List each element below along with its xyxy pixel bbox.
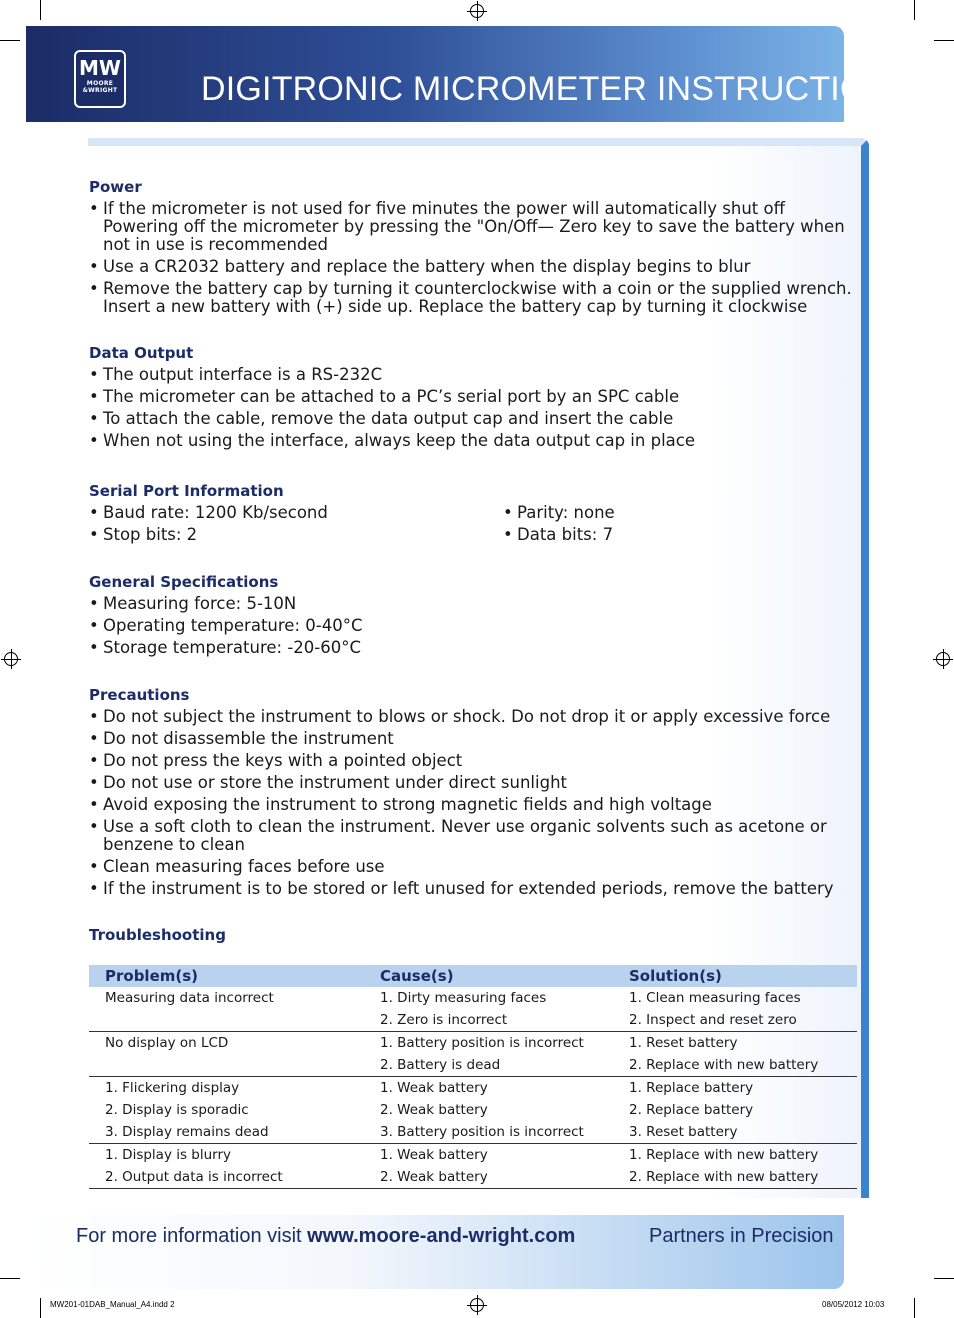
table-row [89,987,857,1009]
footer-tagline: Partners in Precision [649,1225,834,1247]
section-title-general-specs: General Specifications [89,573,279,591]
crop-mark [40,0,41,20]
serial-stop-bits: • Stop bits: 2 [89,525,197,544]
table-cell: 2. Inspect and reset zero [613,1009,857,1032]
troubleshooting-table [89,965,857,1189]
list-item: • Do not press the keys with a pointed object [89,752,859,770]
crop-mark [40,1298,41,1318]
section-title-data-output: Data Output [89,344,194,362]
footer-info [76,1225,575,1248]
list-item: • Storage temperature: -20-60°C [89,639,859,657]
page-title: DIGITRONIC MICROMETER INSTRUCTIONS [201,70,915,108]
list-item: • Clean measuring faces before use [89,858,859,876]
table-cell [89,1054,364,1077]
header-banner [26,26,915,122]
table-cell: Measuring data incorrect [105,990,274,1006]
table-cell: 3. Battery position is incorrect [364,1121,613,1144]
table-cell: 2. Battery is dead [364,1054,613,1077]
list-item: • Remove the battery cap by turning it counterclockwise with a coin or the supplied wrench. Insert a new battery with (+) side up. Replace the battery cap by turning it clockwise [89,280,859,316]
crop-mark [0,1278,20,1279]
footer-info-text: For more information visit [76,1225,308,1247]
print-slug-date: 08/05/2012 10:03 [822,1300,885,1309]
moore-wright-logo [74,50,126,108]
table-cell: 1. Flickering display [105,1080,240,1096]
list-item: • To attach the cable, remove the data output cap and insert the cable [89,410,859,428]
registration-mark-icon [470,1298,484,1312]
data-output-list [89,366,859,454]
table-row [89,1009,857,1032]
crop-mark [934,1278,954,1279]
list-item: • Avoid exposing the instrument to strong magnetic fields and high voltage [89,796,859,814]
table-row [89,1077,857,1100]
precautions-list [89,708,859,902]
website-link[interactable]: www.moore-and-wright.com [307,1225,576,1247]
column-header: Cause(s) [364,965,613,987]
table-cell: 2. Output data is incorrect [89,1166,364,1189]
list-item: • Measuring force: 5-10N [89,595,859,613]
table-cell: 2. Replace with new battery [613,1054,857,1077]
crop-mark [934,40,954,41]
section-title-precautions: Precautions [89,686,190,704]
list-item: • If the instrument is to be stored or left unused for extended periods, remove the battery [89,880,859,898]
table-cell: 1. Replace battery [629,1080,754,1096]
table-cell: 3. Reset battery [613,1121,857,1144]
list-item: • The output interface is a RS-232C [89,366,859,384]
table-cell: 2. Weak battery [380,1102,488,1118]
serial-data-bits: • Data bits: 7 [503,525,613,544]
table-cell: No display on LCD [105,1035,229,1051]
table-cell: 2. Weak battery [364,1166,613,1189]
table-cell: 1. Clean measuring faces [629,990,801,1006]
table-row [89,1032,857,1055]
section-title-troubleshooting: Troubleshooting [89,926,226,944]
footer-banner [26,1215,844,1289]
table-cell: 1. Weak battery [380,1147,488,1163]
list-item: • Do not use or store the instrument under direct sunlight [89,774,859,792]
table-cell: 2. Zero is incorrect [364,1009,613,1032]
table-cell: 3. Display remains dead [89,1121,364,1144]
table-cell: 2. Display is sporadic [105,1102,249,1118]
crop-mark [914,1298,915,1318]
table-cell: 2. Replace battery [629,1102,754,1118]
registration-mark-icon [470,4,484,18]
general-specs-list [89,595,859,661]
power-list [89,200,859,320]
table-row [89,1166,857,1189]
column-header: Problem(s) [89,965,364,987]
logo-letters: MW [79,56,121,80]
list-item: • If the micrometer is not used for five minutes the power will automatically shut off Powering off the micrometer by pressing the "On/Off— Zero key to save the battery when not in use is recommended [89,200,859,254]
table-row [89,1054,857,1077]
list-item: • When not using the interface, always keep the data output cap in place [89,432,859,450]
column-header: Solution(s) [613,965,857,987]
table-row [89,1099,857,1121]
section-title-power: Power [89,178,142,196]
crop-mark [914,0,915,20]
table-cell [89,1009,364,1032]
table-cell: 1. Battery position is incorrect [380,1035,584,1051]
table-cell: 2. Replace with new battery [613,1166,857,1189]
list-item: • Operating temperature: 0-40°C [89,617,859,635]
table-cell: 1. Dirty measuring faces [380,990,547,1006]
list-item: • Use a CR2032 battery and replace the battery when the display begins to blur [89,258,859,276]
serial-parity: • Parity: none [503,503,615,522]
list-item: • The micrometer can be attached to a PC’s serial port by an SPC cable [89,388,859,406]
logo-text: &WRIGHT [82,87,118,94]
table-cell: 1. Replace with new battery [629,1147,819,1163]
list-item: • Do not disassemble the instrument [89,730,859,748]
serial-baud: • Baud rate: 1200 Kb/second [89,503,328,522]
section-title-serial-port: Serial Port Information [89,482,284,500]
table-cell: 1. Display is blurry [105,1147,232,1163]
table-cell: 1. Weak battery [380,1080,488,1096]
crop-mark [0,40,20,41]
table-row [89,1144,857,1167]
table-cell: 1. Reset battery [629,1035,738,1051]
list-item: • Use a soft cloth to clean the instrument. Never use organic solvents such as acetone or benzene to clean [89,818,859,854]
list-item: • Do not subject the instrument to blows or shock. Do not drop it or apply excessive force [89,708,859,726]
registration-mark-icon [936,652,950,666]
registration-mark-icon [4,652,18,666]
logo-text: MOORE [86,80,114,87]
table-row [89,1121,857,1144]
print-slug-file: MW201-01DAB_Manual_A4.indd 2 [50,1300,175,1309]
table-header-row [89,965,857,987]
